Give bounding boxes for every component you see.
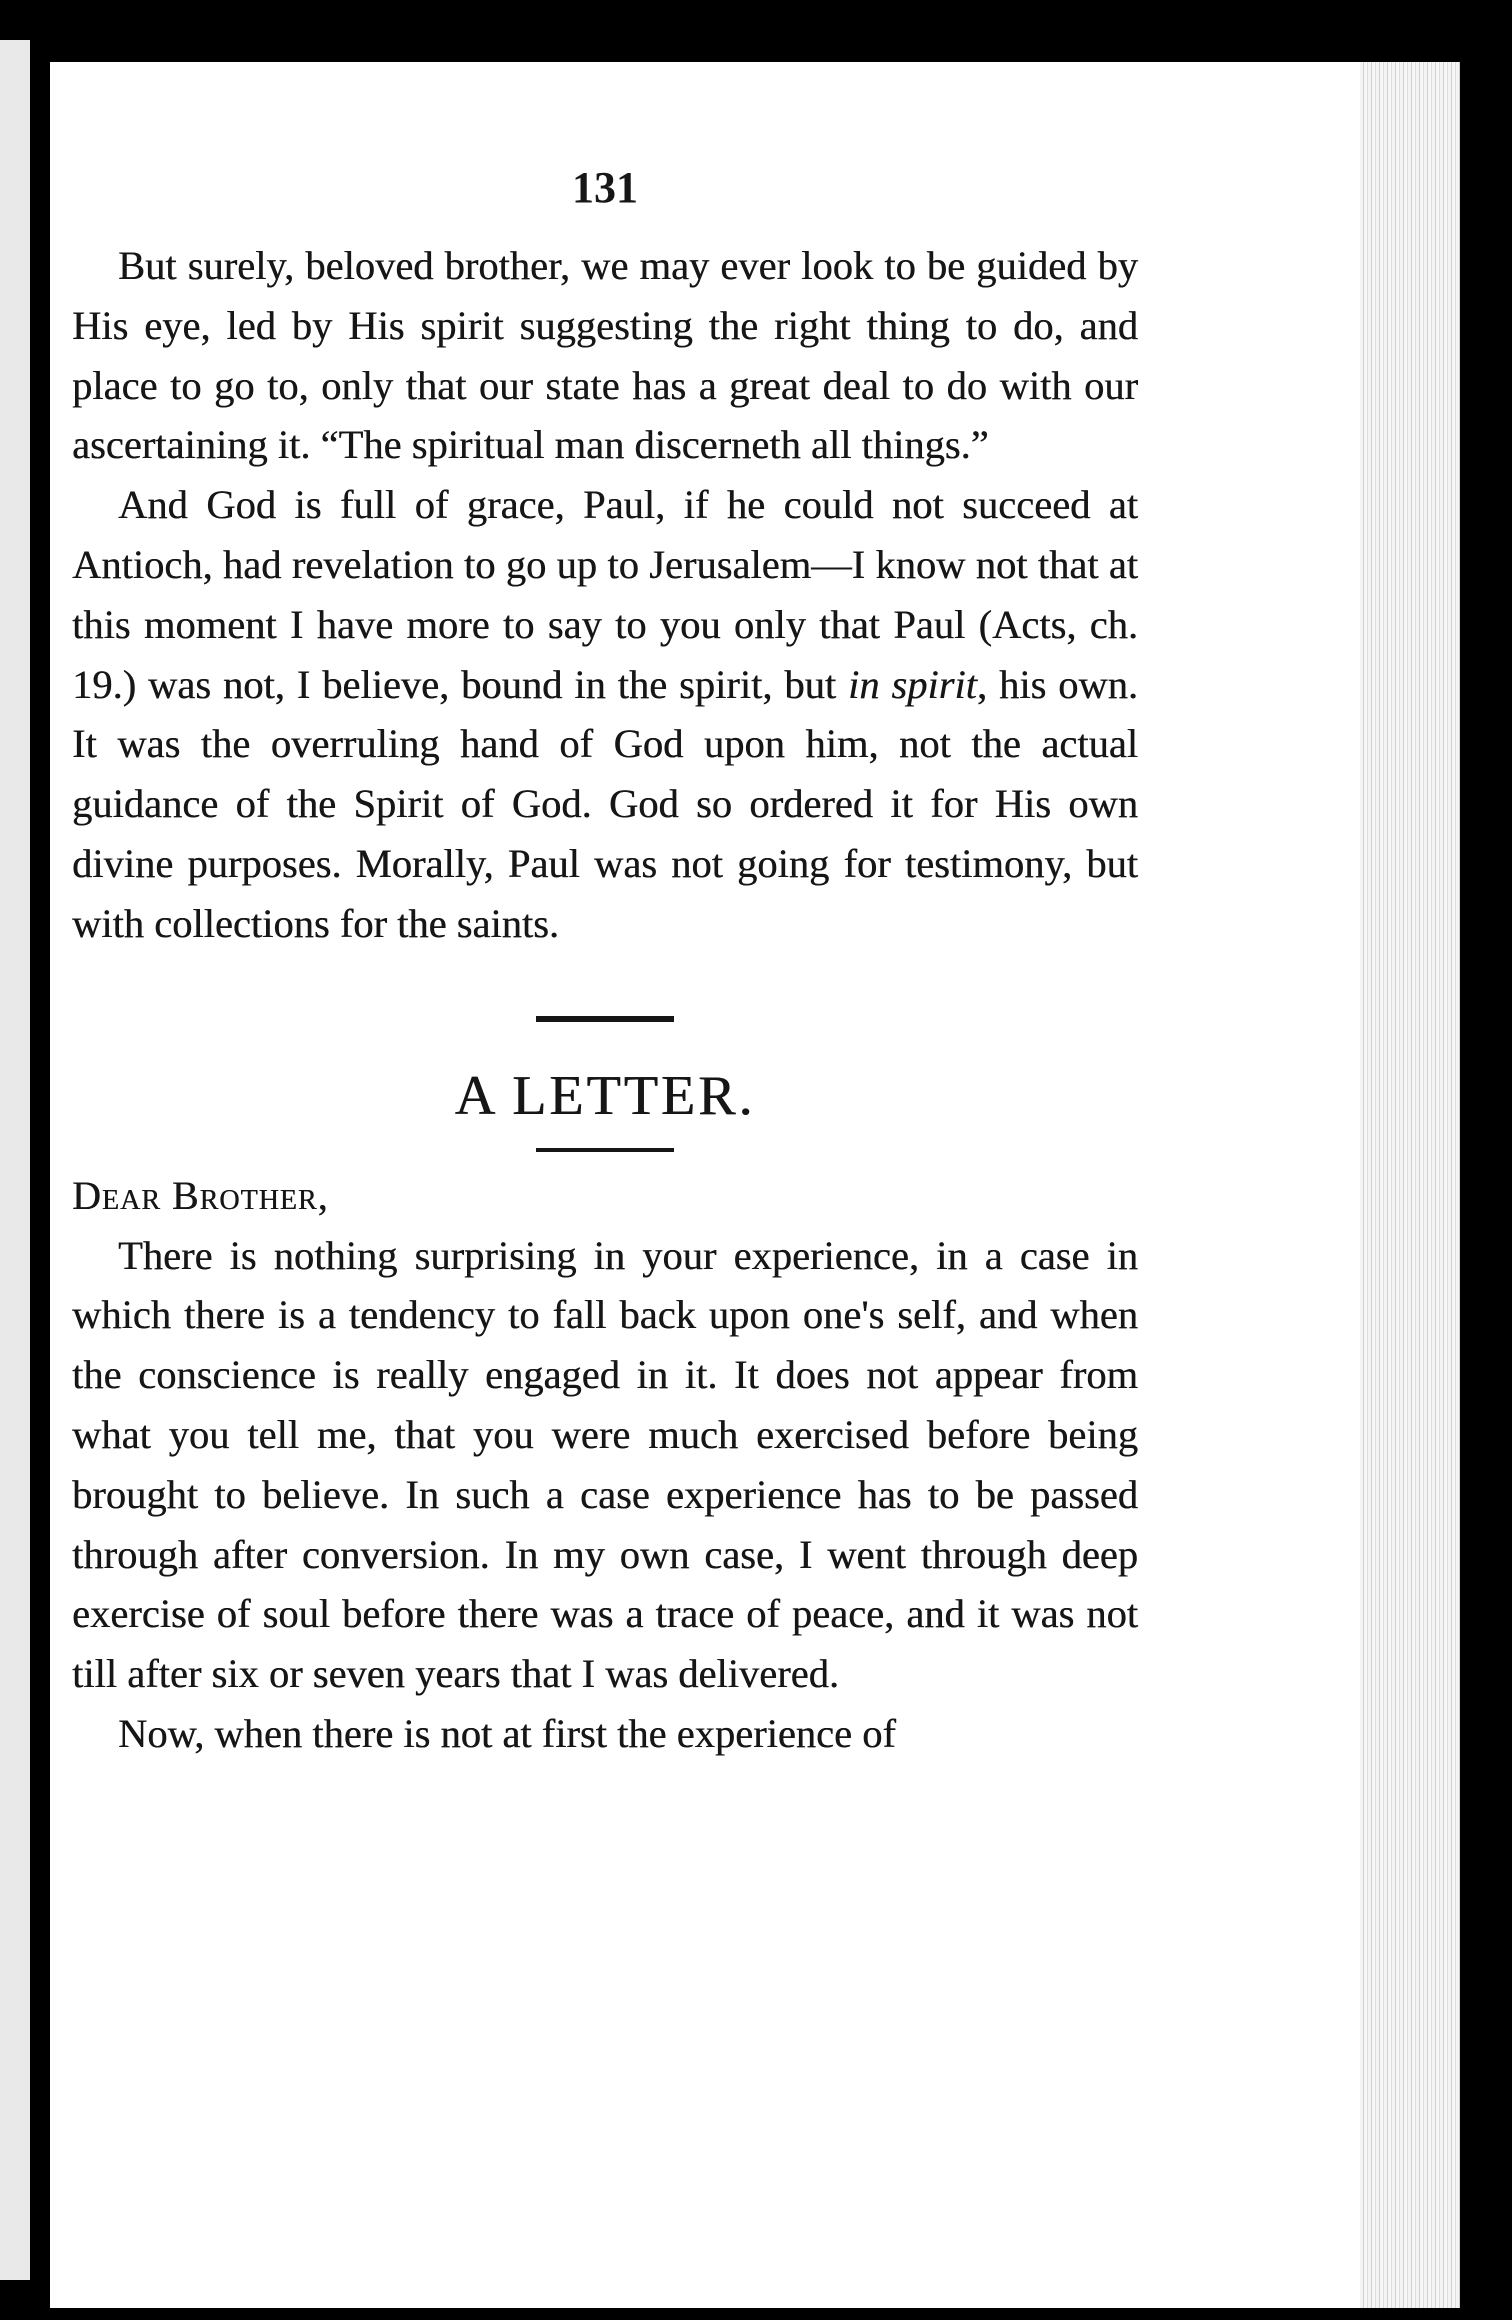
paragraph: Now, when there is not at first the experience of bbox=[118, 1710, 896, 1756]
page-fore-edge bbox=[1360, 62, 1460, 2308]
ornamental-rule bbox=[536, 1148, 674, 1152]
page-number: 131 bbox=[572, 163, 638, 212]
facing-page-edge bbox=[0, 40, 30, 2280]
paragraph: But surely, beloved brother, we may ever look to be guided by His eye, led by His spirit suggesting the right thing to do, and place to go to, only that our state has a great deal to do with our ascertaining it. “The spiritual man discerneth all things.” bbox=[72, 243, 1138, 468]
page-content bbox=[72, 158, 1138, 1764]
paragraph: There is nothing surprising in your experience, in a case in which there is a tendency to fall back upon one's self, and when the conscience is really engaged in it. It does not appear from what you tell me, that you were much exercised before being brought to believe. In such a case experience has to be passed through after conversion. In my own case, I went through deep exercise of soul before there was a trace of peace, and it was not till after six or seven years that I was delivered. bbox=[72, 1232, 1138, 1697]
ornamental-rule bbox=[536, 1016, 674, 1022]
emphasized-phrase: in spirit bbox=[847, 661, 977, 707]
letter-salutation: Dear Brother, bbox=[72, 1172, 329, 1218]
book-page bbox=[50, 62, 1460, 2308]
section-heading: A LETTER. bbox=[454, 1064, 756, 1127]
paragraph: And God is full of grace, Paul, if he could not succeed at Antioch, had revelation to go up to Jerusalem—I know not that at this moment I have more to say to you only that Paul (Acts, ch. 19.) was not, I believe, bound in the spirit, but in spirit, his own. It was the overruling hand of God upon him, not the actual guidance of the Spirit of God. God so ordered it for His own divine purposes. Morally, Paul was not going for testimony, but with collections for the saints. bbox=[72, 482, 1139, 946]
